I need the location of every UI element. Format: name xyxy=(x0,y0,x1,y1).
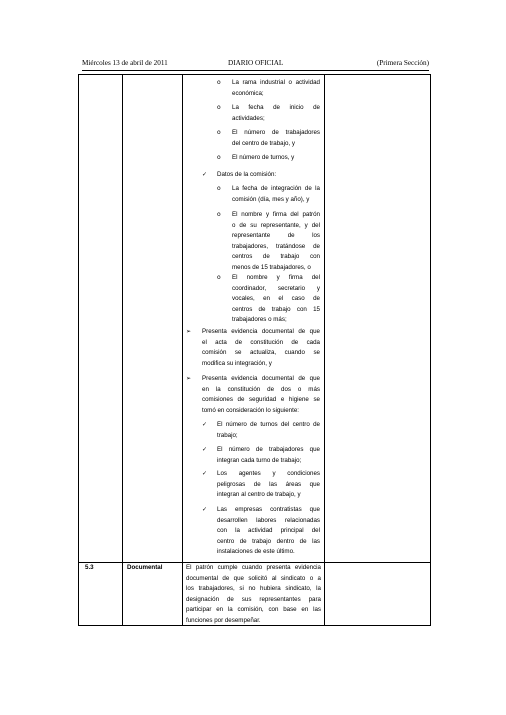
text-line: centros de trabajo con xyxy=(232,253,320,261)
text-line: trabajo; xyxy=(217,431,238,439)
text-line: comisión (día, mes y año), y xyxy=(232,195,310,203)
check-bullet: ✓ xyxy=(202,421,208,428)
text-line: La rama industrial o actividad xyxy=(232,79,320,86)
row-number xyxy=(85,563,119,574)
text-line: El patrón cumple cuando presenta evidencia xyxy=(186,564,321,571)
text-line: económica; xyxy=(232,89,264,97)
text-line: 5.3 xyxy=(85,564,94,571)
header-rule xyxy=(82,70,429,71)
text-line: El nombre y firma del patrón xyxy=(232,211,320,218)
check-bullet: ✓ xyxy=(202,506,208,513)
text-line: participar en la comisión, con base en las xyxy=(186,606,321,614)
text-line: modifica su integración, y xyxy=(202,359,272,367)
arrow-bullet: ➢ xyxy=(186,328,192,335)
check-item xyxy=(217,420,320,441)
check-bullet: ✓ xyxy=(202,446,208,453)
sub-item xyxy=(232,184,320,205)
text-line: con la actividad principal del xyxy=(217,527,320,535)
sub-item xyxy=(232,210,320,274)
circle-bullet: o xyxy=(217,211,221,218)
text-line: El número de turnos del centro de xyxy=(217,421,320,428)
sub-item xyxy=(232,128,320,149)
text-line: en la constitución de dos o más xyxy=(202,385,320,393)
table-col-divider-2 xyxy=(182,74,183,626)
arrow-item xyxy=(202,374,320,416)
text-line: centro de trabajo dentro de las xyxy=(217,537,320,545)
text-line: integran cada turno de trabajo; xyxy=(217,456,302,464)
header-section: (Primera Sección) xyxy=(376,59,429,67)
text-line: La fecha de integración de la xyxy=(232,185,320,192)
text-line: Los agentes y condiciones xyxy=(217,470,320,477)
text-line: La fecha de inicio de xyxy=(232,104,320,111)
header-date: Miércoles 13 de abril de 2011 xyxy=(82,59,168,67)
check-item xyxy=(217,469,320,501)
text-line: comisiones de seguridad e higiene se xyxy=(202,396,320,404)
text-line: El número de trabajadores xyxy=(232,129,320,136)
text-line: el acta de constitución de cada xyxy=(202,338,320,346)
header-journal: DIARIO OFICIAL xyxy=(228,59,284,67)
circle-bullet: o xyxy=(217,185,221,192)
text-line: Datos de la comisión: xyxy=(217,171,277,178)
text-line: Las empresas contratistas que xyxy=(217,506,320,513)
sub-item xyxy=(232,153,320,164)
table-col-divider-1 xyxy=(122,74,123,626)
text-line: actividades; xyxy=(232,114,265,122)
text-line: comisión se actualiza, cuando se xyxy=(202,349,320,357)
row-type xyxy=(127,563,179,574)
text-line: o de su representante, y del xyxy=(232,221,320,229)
check-bullet: ✓ xyxy=(202,171,208,178)
text-line: peligrosas de las áreas que xyxy=(217,480,320,488)
text-line: Presenta evidencia documental de que xyxy=(202,328,320,335)
check-bullet: ✓ xyxy=(202,470,208,477)
circle-bullet: o xyxy=(217,154,221,161)
text-line: El número de trabajadores que xyxy=(217,446,320,453)
text-line: representante de los xyxy=(232,232,320,240)
text-line: funciones por desempeñar. xyxy=(186,616,261,624)
circle-bullet: o xyxy=(217,104,221,111)
text-line: El nombre y firma del xyxy=(232,274,320,281)
text-line: tomó en consideración lo siguiente: xyxy=(202,406,299,414)
text-line: designación de sus representantes para xyxy=(186,595,321,603)
check-item xyxy=(217,505,320,558)
text-line: Documental xyxy=(127,564,163,571)
text-line: desarrollen labores relacionadas xyxy=(217,516,320,524)
text-line: instalaciones de este último. xyxy=(217,548,295,556)
arrow-item xyxy=(202,327,320,369)
text-line: trabajadores o más; xyxy=(232,316,287,324)
row-description xyxy=(186,563,321,627)
text-line: centros de trabajo con 15 xyxy=(232,305,320,313)
text-line: integran al centro de trabajo, y xyxy=(217,491,301,499)
text-line: El número de turnos, y xyxy=(232,154,295,161)
text-line: menos de 15 trabajadores, o xyxy=(232,263,311,271)
text-line: trabajadores, tratándose de xyxy=(232,242,320,250)
check-item xyxy=(217,445,320,466)
text-line: del centro de trabajo, y xyxy=(232,139,295,147)
sub-item xyxy=(232,78,320,99)
sub-item xyxy=(232,103,320,124)
text-line: los trabajadores, si no hubiera sindicato, la xyxy=(186,585,321,593)
check-item-datos xyxy=(217,170,317,181)
circle-bullet: o xyxy=(217,274,221,281)
arrow-bullet: ➢ xyxy=(186,375,192,382)
circle-bullet: o xyxy=(217,129,221,136)
text-line: vocales, en el caso de xyxy=(232,295,320,303)
text-line: coordinador, secretario y xyxy=(232,284,320,292)
text-line: Presenta evidencia documental de que xyxy=(202,375,320,382)
sub-item xyxy=(232,273,320,326)
table-col-divider-3 xyxy=(324,74,325,626)
circle-bullet: o xyxy=(217,79,221,86)
text-line: documental de que solicitó al sindicato o a xyxy=(186,574,321,582)
